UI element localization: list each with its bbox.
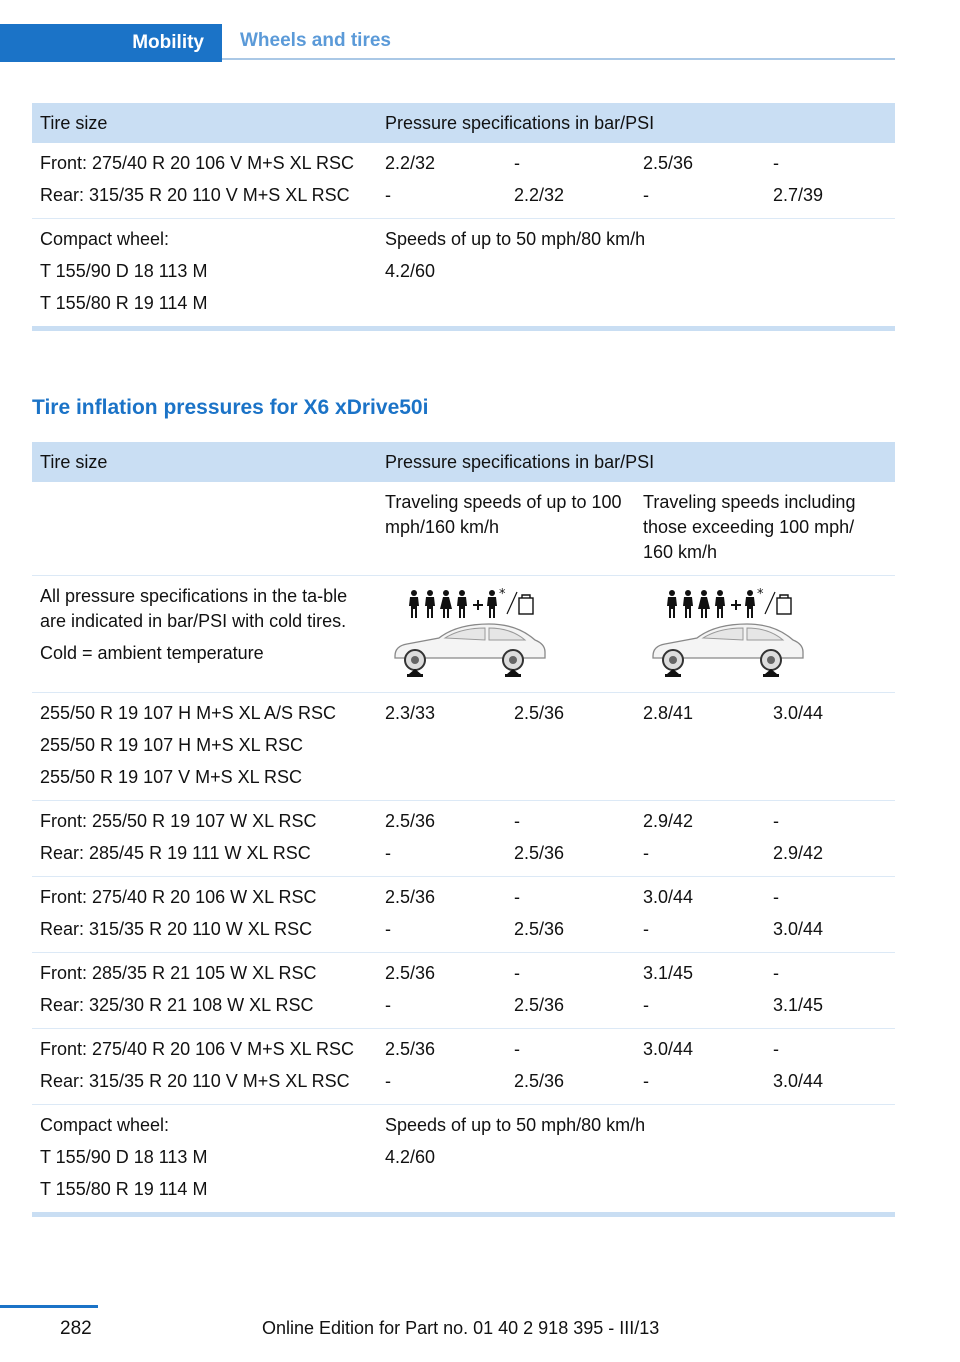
pressure-cell-line: - xyxy=(773,153,779,173)
pressure-cell-line: 2.5/36 xyxy=(385,811,436,831)
tire-size-cell-line: Rear: 315/35 R 20 110 W XL RSC xyxy=(40,919,313,939)
compact-wheel-value: 4.2/60 xyxy=(385,261,436,281)
pressure-cell xyxy=(635,877,765,953)
pressure-cell-line: - xyxy=(773,963,779,983)
pressure-cell-line: 2.9/42 xyxy=(773,843,824,863)
note-cold-ambient: Cold = ambient temperature xyxy=(40,643,264,663)
pressure-cell xyxy=(506,693,635,801)
pressure-cell-line: - xyxy=(514,1039,520,1059)
tire-size-cell-line: Rear: 285/45 R 19 111 W XL RSC xyxy=(40,843,311,863)
pressure-cell xyxy=(765,877,895,953)
pressure-cell-line: 2.7/39 xyxy=(773,185,824,205)
pressure-cell-line: 3.0/44 xyxy=(643,887,694,907)
tire-size-cell xyxy=(32,1029,377,1105)
compact-wheel-row xyxy=(32,1105,895,1213)
pressure-cell-line: - xyxy=(385,995,391,1015)
column-header-tire-size: Tire size xyxy=(32,442,377,482)
header-subsection-tab[interactable]: Wheels and tires xyxy=(222,24,895,60)
pressure-cell xyxy=(765,953,895,1029)
pressure-cell xyxy=(377,1029,506,1105)
pressure-cell xyxy=(765,1029,895,1105)
tire-size-cell xyxy=(32,143,377,219)
car-load-pictogram-icon xyxy=(643,586,813,684)
compact-wheel-value: 4.2/60 xyxy=(385,1147,436,1167)
pressure-cell xyxy=(765,693,895,801)
pressure-cell-line: - xyxy=(514,153,520,173)
table-row xyxy=(32,877,895,953)
speed-high-label: Traveling speeds including those exceeding 100 mph/ 160 km/h xyxy=(635,482,895,576)
pressure-cell xyxy=(506,877,635,953)
column-header-pressure: Pressure specifications in bar/PSI xyxy=(377,103,895,143)
pressure-cell-line: - xyxy=(643,843,649,863)
pressure-cell xyxy=(635,143,765,219)
pressure-table-x6-xdrive50i xyxy=(32,442,895,1212)
table-row xyxy=(32,693,895,801)
pictogram-row xyxy=(32,576,895,693)
pressure-cell-line: 3.1/45 xyxy=(773,995,824,1015)
compact-wheel-tire-cell-line: T 155/90 D 18 113 M xyxy=(40,261,208,281)
table-end-bar xyxy=(32,1212,895,1217)
pressure-cell xyxy=(765,801,895,877)
pressure-cell-line: - xyxy=(643,995,649,1015)
tire-size-cell-line: Rear: 315/35 R 20 110 V M+S XL RSC xyxy=(40,185,350,205)
pressure-cell-line: 3.1/45 xyxy=(643,963,694,983)
note-cell xyxy=(32,576,377,693)
pressure-cell xyxy=(506,143,635,219)
pressure-cell xyxy=(377,877,506,953)
pressure-cell-line: - xyxy=(385,843,391,863)
pressure-cell xyxy=(377,953,506,1029)
compact-wheel-tire-cell-line: Compact wheel: xyxy=(40,1115,170,1135)
pressure-cell-line: 2.9/42 xyxy=(643,811,694,831)
pressure-cell xyxy=(377,801,506,877)
header-section-tab[interactable]: Mobility xyxy=(0,24,222,62)
pressure-cell xyxy=(635,801,765,877)
compact-wheel-tire-cell-line: T 155/90 D 18 113 M xyxy=(40,1147,208,1167)
compact-wheel-pressure-cell xyxy=(377,219,895,327)
pressure-cell-line: 2.5/36 xyxy=(385,887,436,907)
pressure-cell-line: - xyxy=(514,811,520,831)
pressure-cell-line: 3.0/44 xyxy=(773,919,824,939)
pressure-cell xyxy=(377,693,506,801)
tire-size-cell-line: Rear: 325/30 R 21 108 W XL RSC xyxy=(40,995,314,1015)
pressure-cell-line: 3.0/44 xyxy=(773,1071,824,1091)
table-header-row xyxy=(32,103,895,143)
compact-wheel-tire-cell-line: Compact wheel: xyxy=(40,229,170,249)
pressure-cell xyxy=(506,1029,635,1105)
pressure-cell-line: 3.0/44 xyxy=(773,703,824,723)
tire-size-cell-line: Front: 275/40 R 20 106 V M+S XL RSC xyxy=(40,153,354,173)
tire-size-cell-line: 255/50 R 19 107 H M+S XL A/S RSC xyxy=(40,703,336,723)
column-header-pressure: Pressure specifications in bar/PSI xyxy=(377,442,895,482)
pressure-cell-line: - xyxy=(773,811,779,831)
table-row xyxy=(32,1029,895,1105)
tire-size-cell-line: Rear: 315/35 R 20 110 V M+S XL RSC xyxy=(40,1071,350,1091)
speed-header-row xyxy=(32,482,895,576)
pressure-cell xyxy=(635,953,765,1029)
section-title: Tire inflation pressures for X6 xDrive50i xyxy=(32,396,429,419)
compact-wheel-speed: Speeds of up to 50 mph/80 km/h xyxy=(385,229,646,249)
pressure-cell xyxy=(765,143,895,219)
tire-size-cell-line: Front: 255/50 R 19 107 W XL RSC xyxy=(40,811,317,831)
pressure-cell-line: 2.5/36 xyxy=(385,963,436,983)
page-number-rule xyxy=(0,1305,98,1308)
column-header-tire-size: Tire size xyxy=(32,103,377,143)
table-row xyxy=(32,801,895,877)
tire-size-cell-line: Front: 275/40 R 20 106 V M+S XL RSC xyxy=(40,1039,354,1059)
pressure-cell-line: 2.5/36 xyxy=(514,995,565,1015)
compact-wheel-tire-cell xyxy=(32,219,377,327)
empty-cell xyxy=(32,482,377,576)
pressure-cell-line: 3.0/44 xyxy=(643,1039,694,1059)
pressure-cell xyxy=(506,953,635,1029)
table-end-bar xyxy=(32,326,895,331)
pressure-cell xyxy=(377,143,506,219)
compact-wheel-row xyxy=(32,219,895,327)
edition-footer: Online Edition for Part no. 01 40 2 918 395 - III/13 xyxy=(262,1318,660,1338)
load-pictogram-high xyxy=(635,576,895,693)
pressure-cell-line: 2.5/36 xyxy=(514,919,565,939)
compact-wheel-tire-cell-line: T 155/80 R 19 114 M xyxy=(40,1179,208,1199)
pressure-cell-line: - xyxy=(773,887,779,907)
tire-size-cell-line: Front: 275/40 R 20 106 W XL RSC xyxy=(40,887,317,907)
tire-size-cell xyxy=(32,953,377,1029)
pressure-cell-line: 2.2/32 xyxy=(514,185,565,205)
load-pictogram-low xyxy=(377,576,635,693)
speed-low-label: Traveling speeds of up to 100 mph/160 km/h xyxy=(377,482,635,576)
tire-size-cell xyxy=(32,693,377,801)
pressure-cell-line: - xyxy=(643,185,649,205)
pressure-cell-line: 2.5/36 xyxy=(514,1071,565,1091)
compact-wheel-speed: Speeds of up to 50 mph/80 km/h xyxy=(385,1115,646,1135)
pressure-cell-line: 2.5/36 xyxy=(514,843,565,863)
svg-text:*: * xyxy=(499,587,506,602)
tire-size-cell-line: 255/50 R 19 107 V M+S XL RSC xyxy=(40,767,302,787)
note-cold-tires: All pressure specifications in the ta-ble are indicated in bar/PSI with cold tires. xyxy=(40,586,348,631)
pressure-cell-line: 2.5/36 xyxy=(385,1039,436,1059)
pressure-cell xyxy=(635,693,765,801)
compact-wheel-pressure-cell xyxy=(377,1105,895,1213)
pressure-cell-line: - xyxy=(643,919,649,939)
pressure-cell xyxy=(635,1029,765,1105)
pressure-cell-line: 2.5/36 xyxy=(643,153,694,173)
pressure-cell-line: - xyxy=(385,1071,391,1091)
pressure-cell-line: - xyxy=(514,887,520,907)
pressure-cell-line: 2.5/36 xyxy=(514,703,565,723)
pressure-table-previous xyxy=(32,103,895,326)
table-row xyxy=(32,953,895,1029)
pressure-cell-line: - xyxy=(385,919,391,939)
compact-wheel-tire-cell xyxy=(32,1105,377,1213)
pressure-cell-line: - xyxy=(385,185,391,205)
svg-text:*: * xyxy=(757,587,764,602)
car-load-pictogram-icon xyxy=(385,586,555,684)
pressure-cell-line: - xyxy=(643,1071,649,1091)
pressure-cell xyxy=(506,801,635,877)
pressure-cell-line: - xyxy=(773,1039,779,1059)
tire-size-cell xyxy=(32,801,377,877)
tire-size-cell-line: 255/50 R 19 107 H M+S XL RSC xyxy=(40,735,303,755)
tire-size-cell-line: Front: 285/35 R 21 105 W XL RSC xyxy=(40,963,317,983)
page-number: 282 xyxy=(60,1318,92,1339)
pressure-cell-line: 2.2/32 xyxy=(385,153,436,173)
compact-wheel-tire-cell-line: T 155/80 R 19 114 M xyxy=(40,293,208,313)
pressure-cell-line: 2.3/33 xyxy=(385,703,436,723)
pressure-cell-line: 2.8/41 xyxy=(643,703,694,723)
table-header-row xyxy=(32,442,895,482)
page-header xyxy=(0,24,895,62)
table-row xyxy=(32,143,895,219)
pressure-cell-line: - xyxy=(514,963,520,983)
tire-size-cell xyxy=(32,877,377,953)
